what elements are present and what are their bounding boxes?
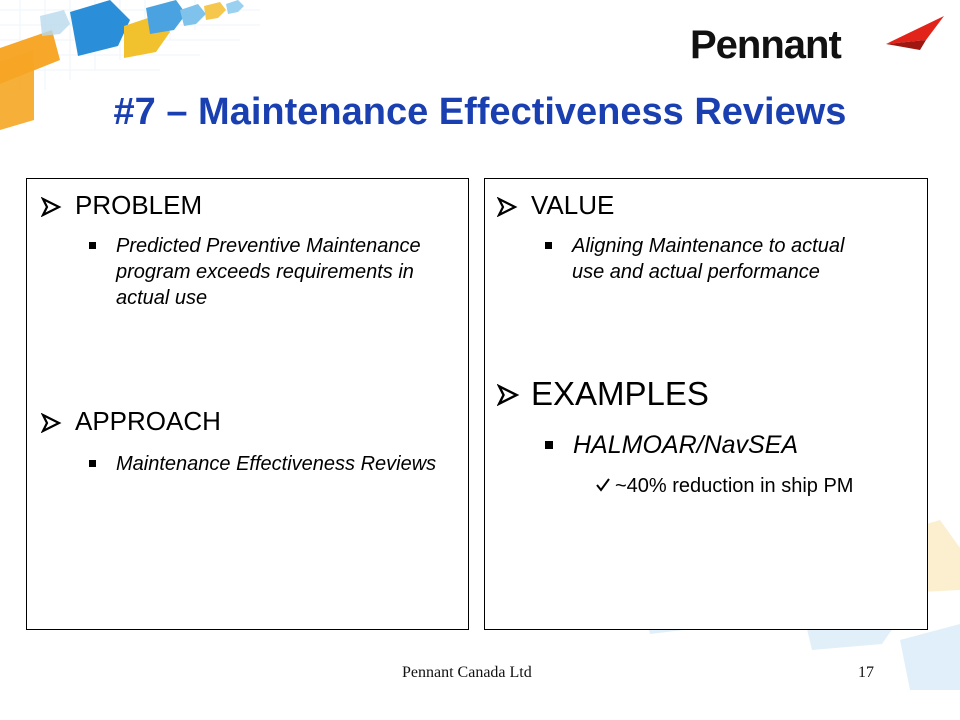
examples-heading-label: EXAMPLES [531,375,709,412]
left-content-panel [26,178,469,630]
problem-subitem [89,233,429,311]
arrowhead-bullet-icon [497,384,521,406]
square-bullet-icon [545,441,553,449]
problem-heading [41,191,461,225]
approach-heading [41,407,461,441]
arrowhead-bullet-icon [41,413,63,433]
value-subitem [545,233,875,285]
square-bullet-icon [545,242,552,249]
page-number: 17 [858,664,874,681]
slide-title: #7 – Maintenance Effectiveness Reviews [113,91,847,133]
footer-company: Pennant Canada Ltd [402,664,532,681]
approach-text: Maintenance Effectiveness Reviews [116,453,437,475]
examples-heading [497,375,917,417]
examples-detail [595,473,895,499]
pennant-flag-icon [886,10,946,50]
approach-subitem [89,451,449,477]
logo-wordmark: Pennant [690,23,841,67]
problem-heading-label: PROBLEM [75,190,203,220]
problem-text: Predicted Preventive Maintenance program exceeds requirements in actual use [116,235,421,309]
square-bullet-icon [89,460,96,467]
arrowhead-bullet-icon [41,197,63,217]
square-bullet-icon [89,242,96,249]
examples-detail-text: ~40% reduction in ship PM [615,475,854,497]
value-heading-label: VALUE [531,190,615,220]
examples-item: HALMOAR/NavSEA [573,431,799,459]
right-content-panel [484,178,928,630]
arrowhead-bullet-icon [497,197,519,217]
approach-heading-label: APPROACH [75,406,221,436]
value-heading [497,191,917,225]
checkmark-icon [595,477,611,493]
examples-subitem [545,429,905,462]
value-text: Aligning Maintenance to actual use and actual performance [572,235,845,283]
pennant-logo [690,10,945,70]
